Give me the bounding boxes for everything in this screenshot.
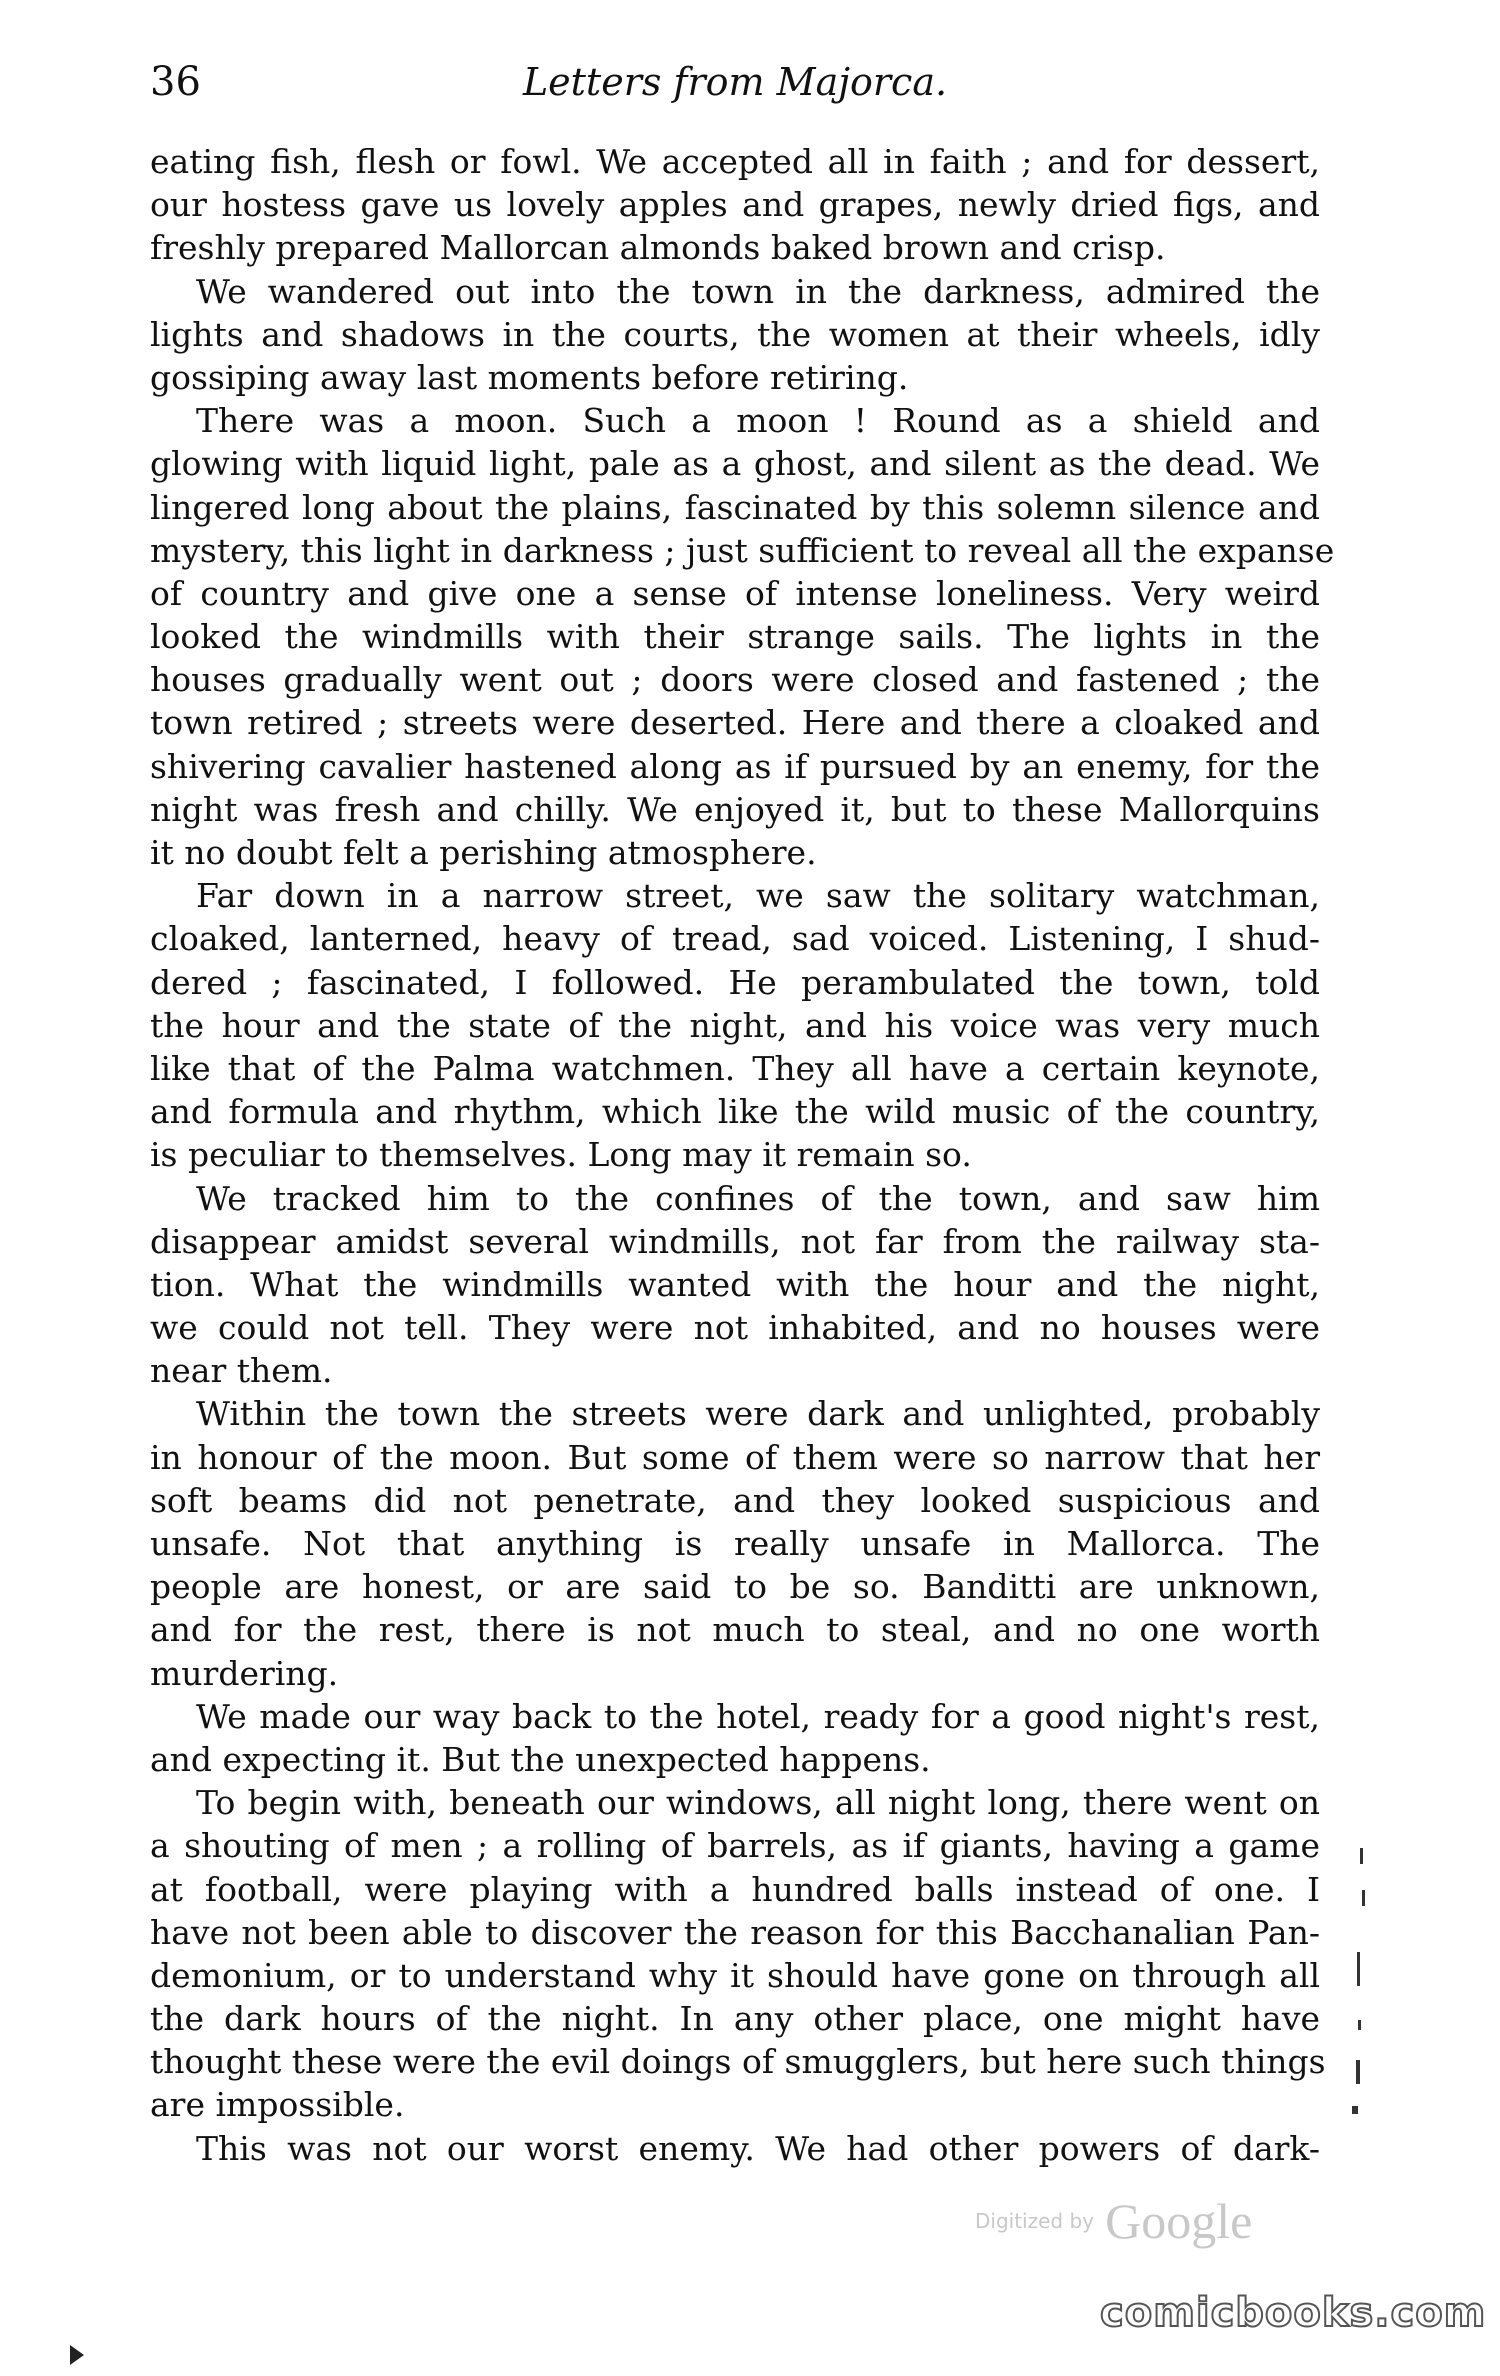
text-line: it no doubt felt a perishing atmosphere. xyxy=(150,833,817,872)
text-line: We tracked him to the confines of the town, and saw him xyxy=(196,1178,1320,1218)
text-line: mystery, this light in darkness ; just sufficient to reveal all the expanse xyxy=(150,530,1335,570)
comicbooks-watermark: comicbooks.com xyxy=(1100,2290,1487,2336)
text-line: Far down in a narrow street, we saw the solitary watchman, xyxy=(196,876,1320,916)
digitized-by-label: Digitized by xyxy=(975,2209,1094,2233)
text-line: at football, were playing with a hundred balls instead of one. I xyxy=(150,1869,1320,1909)
corner-arrow-icon xyxy=(70,2345,84,2365)
text-line: are impossible. xyxy=(150,2085,405,2125)
text-line: eating fish, flesh or fowl. We accepted all in faith ; and for dessert, xyxy=(150,142,1320,181)
running-title: Letters from Majorca. xyxy=(522,60,948,104)
digitized-by-google-mark xyxy=(975,2192,1252,2250)
text-line: near them. xyxy=(150,1351,333,1391)
text-line: murdering. xyxy=(150,1653,339,1693)
text-line: unsafe. Not that anything is really unsafe in Mallorca. The xyxy=(150,1524,1320,1563)
text-line: thought these were the evil doings of smugglers, but here such things xyxy=(150,2042,1326,2082)
running-head xyxy=(150,52,1320,112)
text-line: night was fresh and chilly. We enjoyed it, but to these Mallorquins xyxy=(150,789,1320,829)
text-line: disappear amidst several windmills, not far from the railway sta- xyxy=(150,1221,1320,1261)
text-line: lingered long about the plains, fascinated by this solemn silence and xyxy=(150,487,1320,527)
text-line: We wandered out into the town in the darkness, admired the xyxy=(196,271,1320,311)
text-line: and for the rest, there is not much to steal, and no one worth xyxy=(150,1610,1320,1650)
text-line: town retired ; streets were deserted. Here and there a cloaked and xyxy=(150,703,1320,743)
body-text xyxy=(150,140,1335,2170)
text-line: the hour and the state of the night, and his voice was very much xyxy=(150,1005,1320,1045)
text-line: like that of the Palma watchmen. They all have a certain keynote, xyxy=(150,1048,1320,1088)
text-line: glowing with liquid light, pale as a ghost, and silent as the dead. We xyxy=(150,444,1320,484)
text-line: of country and give one a sense of intense loneliness. Very weird xyxy=(150,573,1320,613)
text-line: looked the windmills with their strange sails. The lights in the xyxy=(150,617,1320,657)
margin-scan-mark xyxy=(1358,2020,1361,2030)
google-logo: Google xyxy=(1105,2193,1253,2249)
text-line: is peculiar to themselves. Long may it remain so. xyxy=(150,1135,972,1175)
text-line: tion. What the windmills wanted with the hour and the night, xyxy=(150,1264,1320,1304)
text-line: people are honest, or are said to be so. Banditti are unknown, xyxy=(150,1567,1320,1607)
margin-scan-mark xyxy=(1360,1848,1363,1864)
text-line: To begin with, beneath our windows, all night long, there went on xyxy=(196,1783,1320,1823)
margin-scan-mark xyxy=(1362,1890,1365,1906)
text-line: We made our way back to the hotel, ready for a good night's rest, xyxy=(196,1696,1320,1736)
text-line: lights and shadows in the courts, the women at their wheels, idly xyxy=(150,314,1320,354)
text-line: in honour of the moon. But some of them were so narrow that her xyxy=(150,1437,1320,1477)
margin-scan-mark xyxy=(1357,1952,1360,1986)
text-line: demonium, or to understand why it should have gone on through all xyxy=(150,1955,1320,1995)
text-line: dered ; fascinated, I followed. He perambulated the town, told xyxy=(150,962,1320,1002)
text-line: shivering cavalier hastened along as if pursued by an enemy, for the xyxy=(150,746,1320,786)
text-line: cloaked, lanterned, heavy of tread, sad voiced. Listening, I shud- xyxy=(150,919,1320,959)
text-line: houses gradually went out ; doors were closed and fastened ; the xyxy=(150,660,1320,700)
text-line: Within the town the streets were dark and unlighted, probably xyxy=(196,1394,1320,1434)
text-line: freshly prepared Mallorcan almonds baked brown and crisp. xyxy=(150,228,1166,268)
margin-scan-mark xyxy=(1352,2106,1358,2114)
text-line: and expecting it. But the unexpected happens. xyxy=(150,1739,931,1779)
text-line: There was a moon. Such a moon ! Round as a shield and xyxy=(196,401,1320,441)
text-line: we could not tell. They were not inhabited, and no houses were xyxy=(150,1308,1320,1348)
margin-scan-mark xyxy=(1356,2060,1360,2084)
text-line: the dark hours of the night. In any other place, one might have xyxy=(150,1999,1320,2039)
text-line: This was not our worst enemy. We had other powers of dark- xyxy=(196,2128,1320,2168)
text-line: and formula and rhythm, which like the wild music of the country, xyxy=(150,1092,1320,1132)
page-number: 36 xyxy=(150,59,201,105)
text-line: soft beams did not penetrate, and they looked suspicious and xyxy=(150,1480,1320,1520)
text-line: our hostess gave us lovely apples and grapes, newly dried figs, and xyxy=(150,185,1320,225)
text-line: have not been able to discover the reason for this Bacchanalian Pan- xyxy=(150,1912,1320,1952)
text-line: gossiping away last moments before retiring. xyxy=(150,357,909,397)
text-line: a shouting of men ; a rolling of barrels, as if giants, having a game xyxy=(150,1826,1320,1866)
